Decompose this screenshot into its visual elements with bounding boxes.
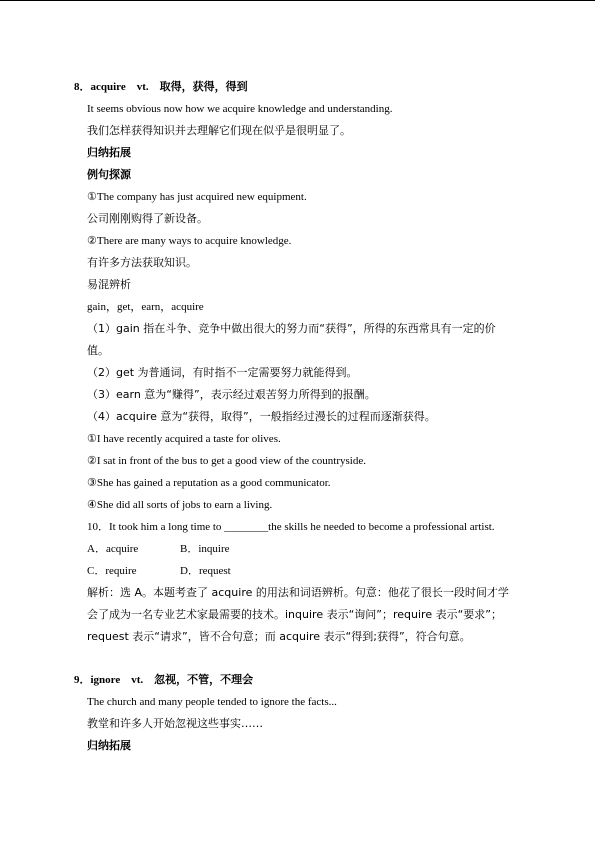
top-border-line (0, 0, 595, 1)
option-c: C．require (87, 565, 137, 577)
section-8-examples-label: 例句探源 (87, 168, 131, 181)
section-9-example-zh: 教堂和许多人开始忽视这些事实…… (87, 717, 263, 730)
example-2-en: ②There are many ways to acquire knowledge. (87, 235, 292, 247)
option-b: B．inquire (180, 543, 230, 555)
sentence-1: ①I have recently acquired a taste for olives. (87, 433, 281, 445)
note-2: （2）get 为普通词，有时指不一定需要努力就能得到。 (87, 366, 358, 379)
sentence-4: ④She did all sorts of jobs to earn a living. (87, 499, 273, 511)
section-8-example-zh: 我们怎样获得知识并去理解它们现在似乎是很明显了。 (87, 124, 351, 137)
confusion-label: 易混辨析 (87, 278, 131, 291)
confusion-words: gain，get，earn，acquire (87, 301, 204, 313)
note-3: （3）earn 意为“赚得”，表示经过艰苦努力所得到的报酬。 (87, 388, 376, 401)
answer-line-1: 解析：选 A。本题考查了 acquire 的用法和词语辨析。句意：他花了很长一段时间才学 (87, 586, 509, 599)
section-8-summary-label: 归纳拓展 (87, 146, 131, 159)
section-9-example-en: The church and many people tended to ignore the facts... (87, 696, 337, 708)
section-9-heading: 9．ignore vt. 忽视，不管，不理会 (74, 674, 254, 686)
section-8-example-en: It seems obvious now how we acquire knowledge and understanding. (87, 103, 393, 115)
section-8-heading: 8．acquire vt. 取得，获得，得到 (74, 81, 248, 93)
option-d: D．request (180, 565, 231, 577)
note-4: （4）acquire 意为“获得，取得”，一般指经过漫长的过程而逐渐获得。 (87, 410, 436, 423)
sentence-2: ②I sat in front of the bus to get a good view of the countryside. (87, 455, 366, 467)
example-2-zh: 有许多方法获取知识。 (87, 256, 197, 269)
example-1-zh: 公司刚刚购得了新设备。 (87, 212, 208, 225)
section-9-summary-label: 归纳拓展 (87, 739, 131, 752)
note-1-line-1: （1）gain 指在斗争、竞争中做出很大的努力而“获得”，所得的东西常具有一定的价 (87, 322, 496, 335)
question-10: 10．It took him a long time to ________the skills he needed to become a professional artist. (87, 521, 495, 533)
answer-line-2: 会了成为一名专业艺术家最需要的技术。inquire 表示“询问”；require 表示“要求”； (87, 608, 502, 621)
answer-line-3: request 表示“请求”，皆不合句意；而 acquire 表示“得到;获得”，符合句意。 (87, 630, 471, 643)
note-1-line-2: 值。 (87, 344, 109, 357)
sentence-3: ③She has gained a reputation as a good communicator. (87, 477, 331, 489)
example-1-en: ①The company has just acquired new equipment. (87, 191, 307, 203)
option-a: A．acquire (87, 543, 139, 555)
